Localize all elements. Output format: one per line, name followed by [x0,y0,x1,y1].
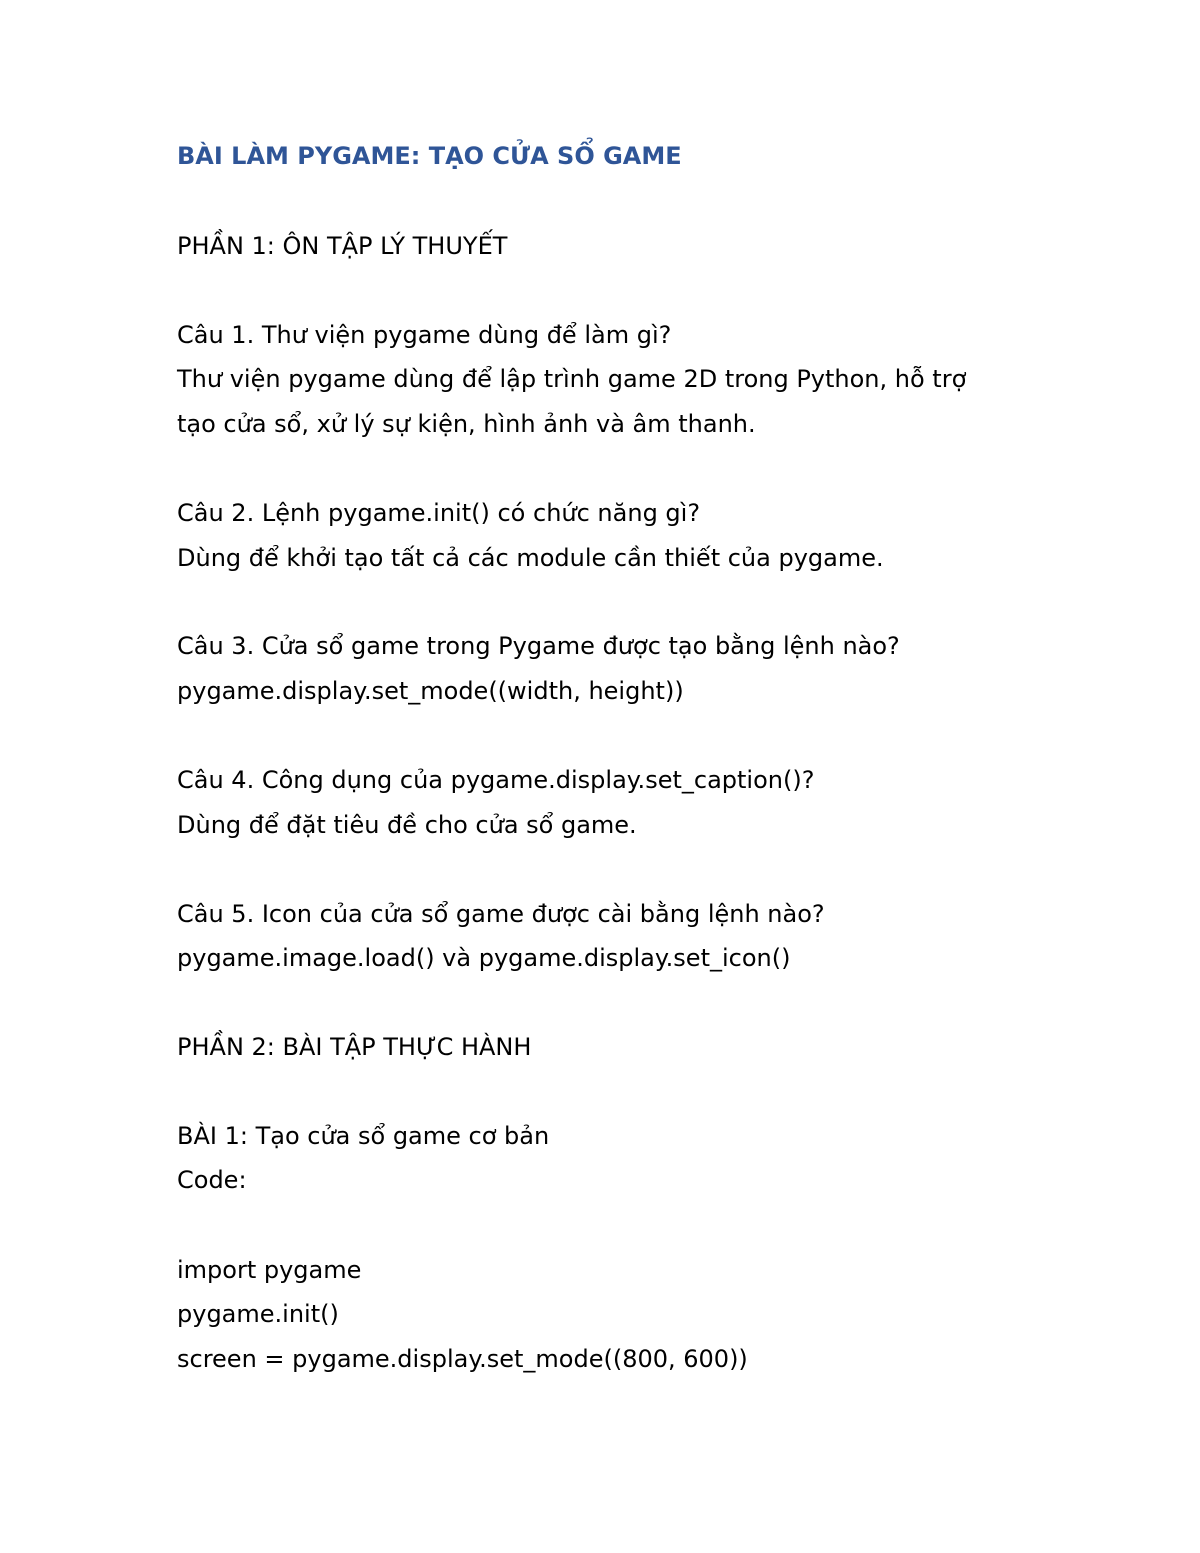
exercise-1-title: BÀI 1: Tạo cửa sổ game cơ bản [177,1122,550,1150]
question-5: Câu 5. Icon của cửa sổ game được cài bằng lệnh nào? [177,900,825,928]
answer-4: Dùng để đặt tiêu đề cho cửa sổ game. [177,811,637,839]
answer-3: pygame.display.set_mode((width, height)) [177,677,684,705]
answer-1-line-1: Thư viện pygame dùng để lập trình game 2D trong Python, hỗ trợ [177,365,967,393]
document-title: BÀI LÀM PYGAME: TẠO CỬA SỔ GAME [177,142,682,170]
code-line: import pygame [177,1256,362,1284]
code-line: pygame.init() [177,1300,339,1328]
answer-1-line-2: tạo cửa sổ, xử lý sự kiện, hình ảnh và âm thanh. [177,410,756,438]
part2-heading: PHẦN 2: BÀI TẬP THỰC HÀNH [177,1033,532,1061]
question-1: Câu 1. Thư viện pygame dùng để làm gì? [177,321,672,349]
part1-heading: PHẦN 1: ÔN TẬP LÝ THUYẾT [177,232,508,260]
answer-2: Dùng để khởi tạo tất cả các module cần thiết của pygame. [177,544,884,572]
question-3: Câu 3. Cửa sổ game trong Pygame được tạo bằng lệnh nào? [177,632,900,660]
code-line: screen = pygame.display.set_mode((800, 600)) [177,1345,748,1373]
question-2: Câu 2. Lệnh pygame.init() có chức năng gì? [177,499,701,527]
question-4: Câu 4. Công dụng của pygame.display.set_caption()? [177,766,815,794]
code-label: Code: [177,1166,247,1194]
answer-5: pygame.image.load() và pygame.display.set_icon() [177,944,791,972]
